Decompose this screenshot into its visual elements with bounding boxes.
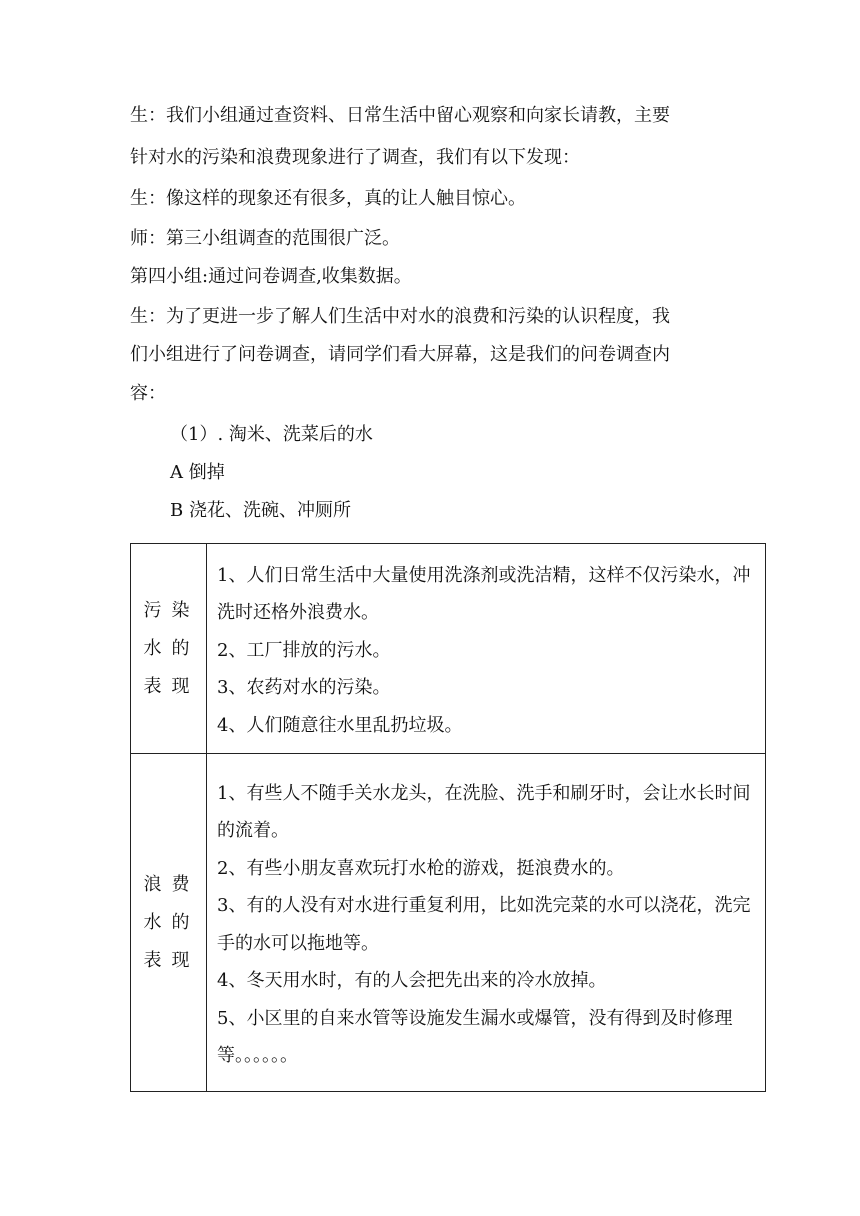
table-row <box>131 544 766 754</box>
list-item: 5、小区里的自来水管等设施发生漏水或爆管，没有得到及时修理等。。。。。。 <box>217 1007 733 1066</box>
list-item: 2、有些小朋友喜欢玩打水枪的游戏，挺浪费水的。 <box>217 857 625 879</box>
list-item: 3、农药对水的污染。 <box>217 677 391 699</box>
list-item: 1、人们日常生活中大量使用洗涤剂或洗洁精，这样不仅污染水，冲洗时还格外浪费水。 <box>217 564 751 624</box>
paragraph-line: 们小组进行了问卷调查，请同学们看大屏幕，这是我们的问卷调查内 <box>130 344 670 365</box>
row-label <box>131 754 207 1092</box>
row-content <box>207 544 766 754</box>
paragraph-line: 师：第三小组调查的范围很广泛。 <box>130 228 400 249</box>
table-row <box>131 754 766 1092</box>
row-label <box>131 544 207 754</box>
row-label-line: 污染 <box>143 599 200 621</box>
paragraph-line: 容： <box>130 383 166 404</box>
row-label-line: 水的 <box>143 637 200 659</box>
question-option-a: A 倒掉 <box>170 462 225 483</box>
findings-table <box>130 543 766 1092</box>
paragraph-line: 第四小组:通过问卷调查,收集数据。 <box>130 266 412 287</box>
paragraph-line: 生：像这样的现象还有很多，真的让人触目惊心。 <box>130 188 526 209</box>
list-item: 1、有些人不随手关水龙头，在洗脸、洗手和刷牙时，会让水长时间的流着。 <box>217 782 751 841</box>
question-option-b: B 浇花、洗碗、冲厕所 <box>170 500 351 521</box>
row-content <box>207 754 766 1092</box>
paragraph-line: 生：我们小组通过查资料、日常生活中留心观察和向家长请教，主要 <box>130 105 670 126</box>
list-item: 4、冬天用水时，有的人会把先出来的冷水放掉。 <box>217 970 607 991</box>
row-label-line: 表现 <box>143 675 200 697</box>
row-label-line: 水的 <box>143 911 200 933</box>
row-label-line: 表现 <box>143 949 200 971</box>
list-item: 4、人们随意往水里乱扔垃圾。 <box>217 714 463 736</box>
paragraph-line: 针对水的污染和浪费现象进行了调查，我们有以下发现： <box>130 147 580 168</box>
row-label-line: 浪费 <box>143 873 200 895</box>
list-item: 3、有的人没有对水进行重复利用，比如洗完菜的水可以浇花，洗完手的水可以拖地等。 <box>217 895 751 954</box>
list-item: 2、工厂排放的污水。 <box>217 639 391 661</box>
question-title: （1）. 淘米、洗菜后的水 <box>170 424 373 445</box>
paragraph-line: 生：为了更进一步了解人们生活中对水的浪费和污染的认识程度，我 <box>130 306 670 327</box>
